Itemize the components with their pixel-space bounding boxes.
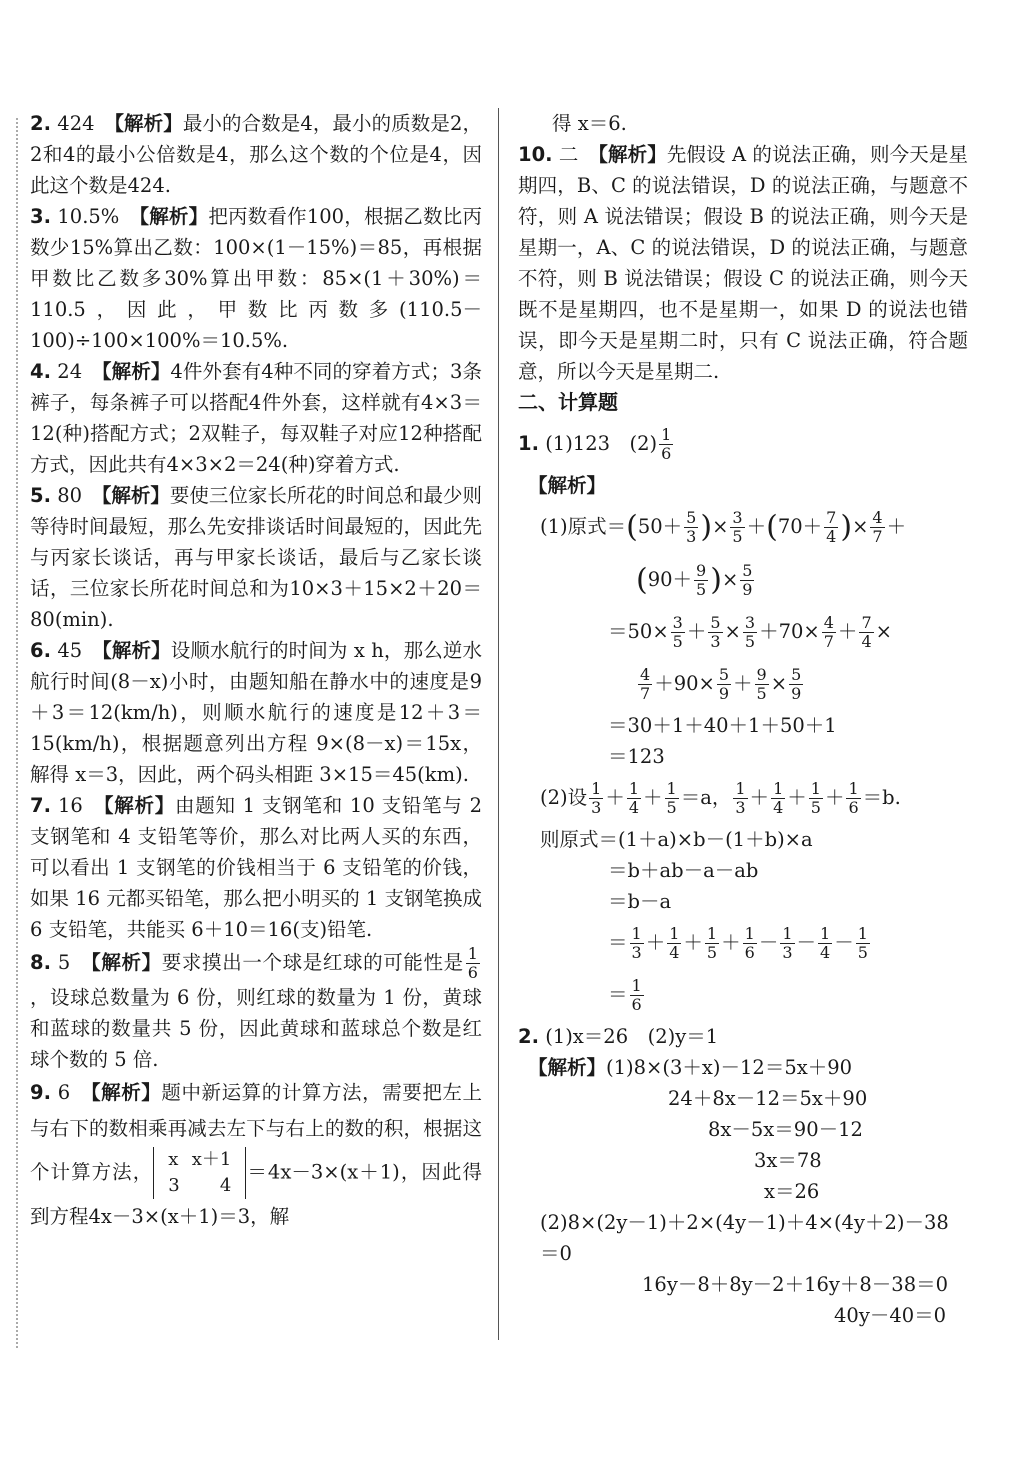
column-divider [498,108,499,1340]
calc-1: 1. (1)123 (2) $\frac{1}{6}$ 【解析】 (1)原式＝(50＋ $\frac{5}{3}$ )× $\frac{3}{5}$ ＋(70＋ $\frac{7}{4}$ )× $\frac{4}{7}$ ＋ (90＋ $\frac{9}{5}$ )× $\frac{5}{9}$ ＝50× $\frac{3}{5}$ ＋ $\frac{5}{3}$ × $\frac{3}{5}$ ＋70× $\frac{4}{7}$ ＋ $\frac{7}{4}$ × $\frac{4}{7}$ ＋90× $\frac{5}{9}$ ＋ $\frac{9}{5}$ × $\frac{5}{9}$ ＝30＋1＋40＋1＋50＋1 ＝123 (2)设 $\frac{1}{3}$ ＋ $\frac{1}{4}$ ＋ $\frac{1}{5}$ ＝a， $\frac{1}{3}$ ＋ $\frac{1}{4}$ ＋ $\frac{1}{5}$ ＋ $\frac{1}{6}$ ＝b. 则原式＝(1＋a)×b－(1＋b)×a ＝b＋ab－a－ab ＝b－a ＝ $\frac{1}{3}$ ＋ $\frac{1}{4}$ ＋ $\frac{1}{5}$ ＋ $\frac{1}{6}$ － $\frac{1}{3}$ － $\frac{1}{4}$ － $\frac{1}{5}$ ＝ $\frac{1}{6}$ [518,425,907,1014]
answer-4: 4. 24 【解析】4件外套有4种不同的穿着方式；3条裤子，每条裤子可以搭配4件外套，这样就有4×3＝12(种)搭配方式；2双鞋子，每双鞋子对应12种搭配方式，因此共有4×3×2＝24(种)穿着方式. [30,360,482,476]
left-column [30,108,482,1235]
answer-3: 3. 10.5% 【解析】把丙数看作100，根据乙数比丙数少15%算出乙数：100×(1－15%)＝85，再根据甲数比乙数多30%算出甲数：85×(1＋30%)＝110.5，因此，甲数比丙数多(110.5－100)÷100×100%＝10.5%. [30,205,482,352]
answer-10: 10. 二 【解析】先假设 A 的说法正确，则今天是星期四，B、C 的说法错误，D 的说法正确，与题意不符，则 A 说法错误；假设 B 的说法正确，则今天是星期一，A、C 的说法错误，D 的说法正确，与题意不符，则 B 说法错误；假设 C 的说法正确，则今天既不是星期四，也不是星期一，如果 D 的说法也错误，即今天是星期二时，只有 C 说法正确，符合题意，所以今天是星期二. [518,143,968,383]
fraction: $\frac{1}{6}$ [467,944,478,982]
calc-2: 2. (1)x＝26 (2)y＝1 【解析】(1)8×(3＋x)－12＝5x＋90 24＋8x－12＝5x＋90 8x－5x＝90－12 3x＝78 x＝26 (2)8×(2y－1)＋2×(4y－1)＋4×(4y＋2)－38＝0 16y－8＋8y－2＋16y＋8－38＝0 40y－40＝0 [518,1025,949,1327]
answer-7: 7. 16 【解析】由题知 1 支钢笔和 10 支铅笔与 2 支钢笔和 4 支铅笔等价，那么对比两人买的东西，可以看出 1 支钢笔的价钱相当于 6 支铅笔的价钱，如果 16 元都买铅笔，那么把小明买的 1 支钢笔换成 6 支铅笔，共能买 6＋10＝16(支)铅笔. [30,794,483,941]
answer-6: 6. 45 【解析】设顺水航行的时间为 x h，那么逆水航行时间(8－x)小时，由题知船在静水中的速度是9＋3＝12(km/h)，则顺水航行的速度是12＋3＝15(km/h)，根据题意列出方程 9×(8－x)＝15x，解得 x＝3，因此，两个码头相距 3×15＝45(km). [30,639,482,786]
answer-9-continued: 得 x＝6. [552,112,627,135]
determinant: x x＋1 3 4 [153,1147,246,1199]
section-title: 二、计算题 [518,390,618,414]
answer-9: 9. 6 【解析】题中新运算的计算方法，需要把左上与右下的数相乘再减去左下与右上的数的积，根据这个计算方法， x x＋1 3 4 ＝4x－3×(x＋1)，因此得到方程4x－3×(x＋1)＝3，解 [30,1081,482,1228]
answer-5: 5. 80 【解析】要使三位家长所花的时间总和最少则等待时间最短，那么先安排谈话时间最短的，因此先与丙家长谈话，再与甲家长谈话，最后与乙家长谈话，三位家长所花时间总和为10×3＋15×2＋20＝80(min). [30,484,482,631]
answer-2: 2. 424 【解析】最小的合数是4，最小的质数是2，2和4的最小公倍数是4，那么这个数的个位是4，因此这个数是424. [30,112,482,197]
answer-8: 8. 5 【解析】要求摸出一个球是红球的可能性是 $\frac{1}{6}$ ，设球总数量为 6 份，则红球的数量为 1 份，黄球和蓝球的数量共 5 份，因此黄球和蓝球总个数是红球个数的 5 倍. [30,944,482,1071]
right-column [518,108,968,1331]
binding-margin [16,118,23,1348]
